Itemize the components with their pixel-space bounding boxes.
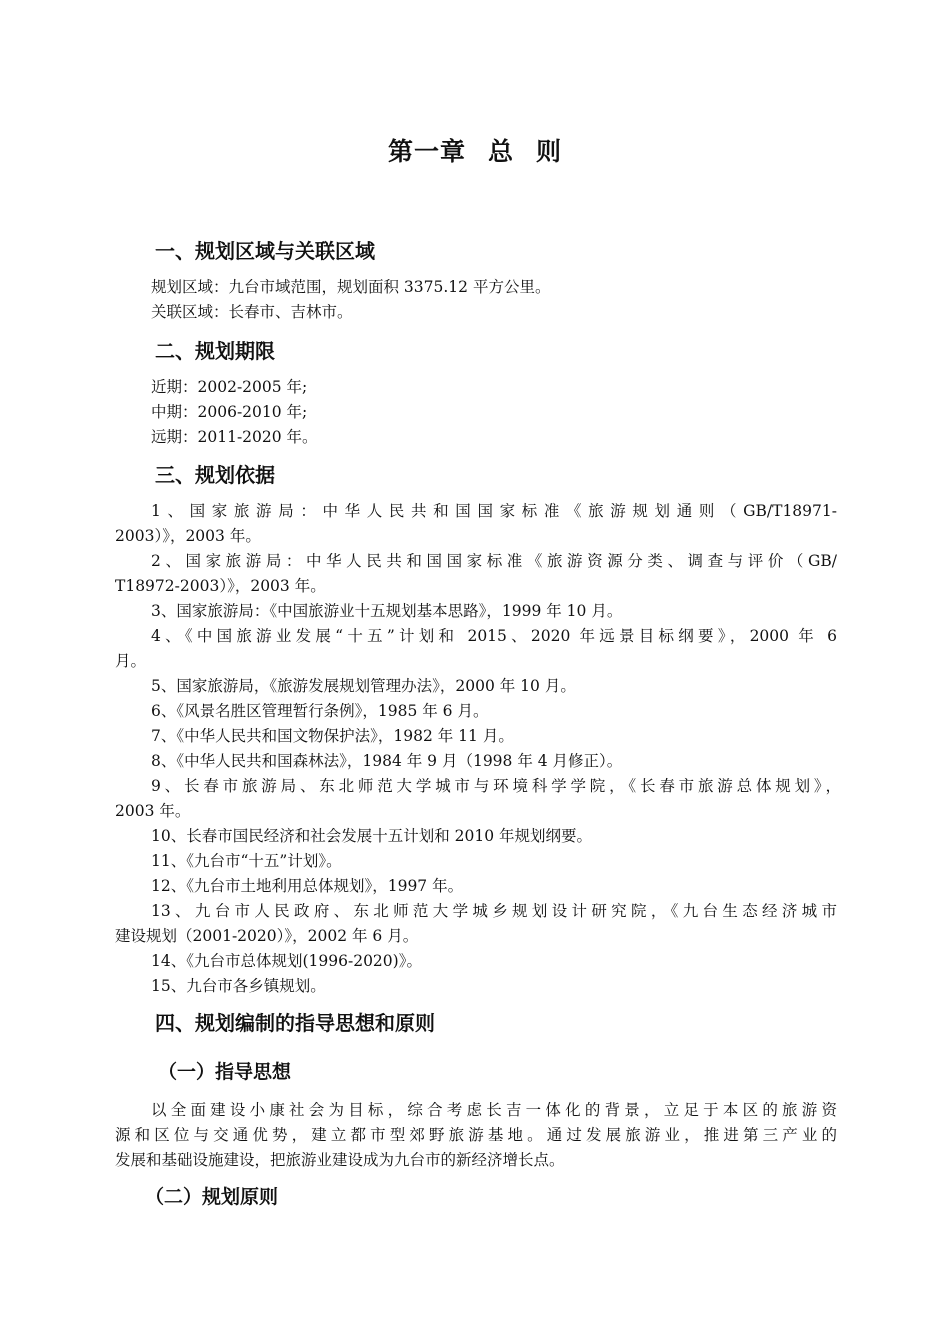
chapter-title-word-2: 则 [536, 137, 563, 166]
period-near-line: 近期：2002-2005 年; [151, 378, 308, 396]
basis-item-5: 5、国家旅游局，《旅游发展规划管理办法》，2000 年 10 月。 [151, 677, 576, 695]
basis-item-15: 15、九台市各乡镇规划。 [151, 977, 326, 995]
basis-item-4a: 4、《中国旅游业发展“十五”计划和 2015、2020 年远景目标纲要》，2000 年 6 [151, 627, 837, 645]
guiding-thought-para-line-3: 发展和基础设施建设，把旅游业建设成为九台市的新经济增长点。 [115, 1151, 565, 1169]
basis-item-4b: 月。 [115, 652, 147, 670]
section-heading-planning-period: 二、规划期限 [155, 339, 275, 363]
section-heading-planning-basis: 三、规划依据 [155, 463, 275, 487]
basis-item-13a: 13、九台市人民政府、东北师范大学城乡规划设计研究院，《九台生态经济城市 [151, 902, 837, 920]
basis-item-2b: T18972-2003）》，2003 年。 [115, 577, 326, 595]
planning-area-line: 规划区域：九台市域范围，规划面积 3375.12 平方公里。 [151, 278, 551, 296]
basis-item-14: 14、《九台市总体规划(1996-2020)》。 [151, 952, 422, 970]
basis-item-13b: 建设规划（2001-2020）》，2002 年 6 月。 [115, 927, 419, 945]
basis-item-6: 6、《风景名胜区管理暂行条例》，1985 年 6 月。 [151, 702, 489, 720]
chapter-title [0, 134, 950, 170]
related-area-line: 关联区域：长春市、吉林市。 [151, 303, 353, 321]
section-heading-guiding-principles: 四、规划编制的指导思想和原则 [155, 1011, 435, 1035]
period-mid-line: 中期：2006-2010 年; [151, 403, 308, 421]
subsection-heading-guiding-thought: （一）指导思想 [158, 1061, 292, 1083]
basis-item-10: 10、长春市国民经济和社会发展十五计划和 2010 年规划纲要。 [151, 827, 593, 845]
basis-item-9b: 2003 年。 [115, 802, 191, 820]
guiding-thought-para-line-2: 源和区位与交通优势，建立都市型郊野旅游基地。通过发展旅游业，推进第三产业的 [115, 1126, 837, 1144]
guiding-thought-para-line-1: 以全面建设小康社会为目标，综合考虑长吉一体化的背景，立足于本区的旅游资 [151, 1101, 837, 1119]
basis-item-1a: 1、国家旅游局：中华人民共和国国家标准《旅游规划通则（GB/T18971- [151, 502, 837, 520]
basis-item-12: 12、《九台市土地利用总体规划》，1997 年。 [151, 877, 464, 895]
chapter-title-number: 第一章 [387, 137, 466, 166]
chapter-title-word-1: 总 [487, 137, 514, 166]
basis-item-2a: 2、国家旅游局：中华人民共和国国家标准《旅游资源分类、调查与评价（GB/ [151, 552, 837, 570]
basis-item-8: 8、《中华人民共和国森林法》，1984 年 9 月（1998 年 4 月修正）。 [151, 752, 623, 770]
basis-item-3: 3、国家旅游局：《中国旅游业十五规划基本思路》，1999 年 10 月。 [151, 602, 623, 620]
section-heading-planning-area: 一、规划区域与关联区域 [155, 239, 375, 263]
basis-item-1b: 2003）》，2003 年。 [115, 527, 261, 545]
basis-item-11: 11、《九台市“十五”计划》。 [151, 852, 342, 870]
period-far-line: 远期：2011-2020 年。 [151, 428, 318, 446]
basis-item-9a: 9、长春市旅游局、东北师范大学城市与环境科学学院，《长春市旅游总体规划》， [151, 777, 841, 795]
basis-item-7: 7、《中华人民共和国文物保护法》，1982 年 11 月。 [151, 727, 514, 745]
subsection-heading-planning-principles: （二）规划原则 [145, 1186, 279, 1208]
